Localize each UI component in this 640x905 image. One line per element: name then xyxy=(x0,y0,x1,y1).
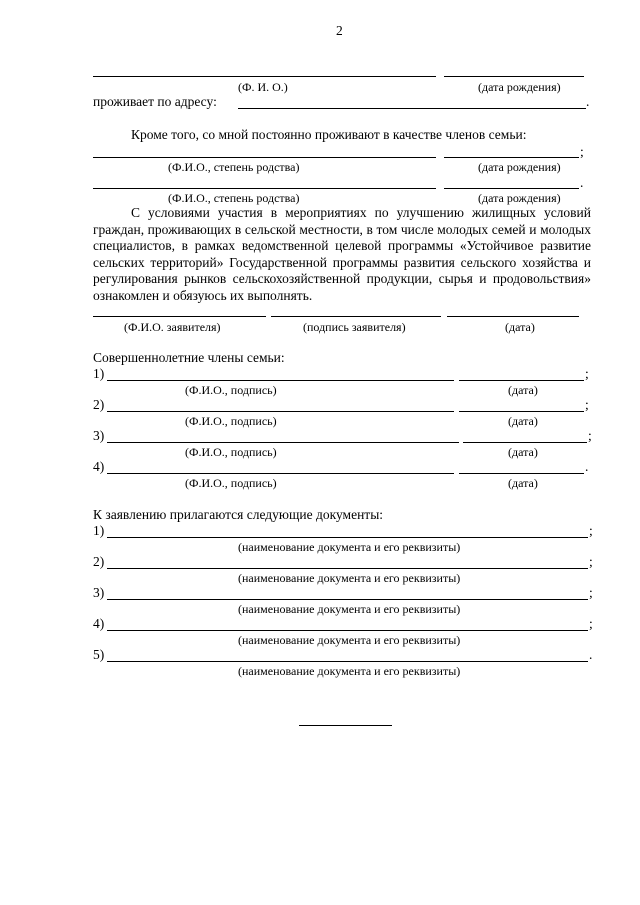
applicant-date-line xyxy=(447,316,579,317)
family-birth-caption-2: (дата рождения) xyxy=(478,191,561,205)
applicant-fio-caption: (Ф.И.О. заявителя) xyxy=(124,320,221,334)
adult-date-line-2 xyxy=(459,411,584,412)
documents-title: К заявлению прилагаются следующие документы: xyxy=(93,507,384,522)
document-caption-5: (наименование документа и его реквизиты) xyxy=(238,664,461,678)
family-fio-line-2 xyxy=(93,188,436,189)
adult-end-2: ; xyxy=(585,397,589,412)
adult-fio-line-3 xyxy=(107,442,459,443)
adult-fio-line-2 xyxy=(107,411,454,412)
family-fio-caption-1: (Ф.И.О., степень родства) xyxy=(168,160,300,174)
family-fio-line-1 xyxy=(93,157,436,158)
document-end-3: ; xyxy=(589,585,593,600)
document-line-2 xyxy=(107,568,588,569)
address-line xyxy=(238,108,586,109)
adult-num-1: 1) xyxy=(93,366,105,381)
document-line-3 xyxy=(107,599,588,600)
document-caption-2: (наименование документа и его реквизиты) xyxy=(238,571,461,585)
document-line-1 xyxy=(107,537,588,538)
adults-title: Совершеннолетние члены семьи: xyxy=(93,350,285,365)
document-line-4 xyxy=(107,630,588,631)
applicant-sign-line xyxy=(271,316,441,317)
fio-caption: (Ф. И. О.) xyxy=(238,80,288,94)
family-birth-caption-1: (дата рождения) xyxy=(478,160,561,174)
adult-date-line-4 xyxy=(459,473,584,474)
adult-caption-3: (Ф.И.О., подпись) xyxy=(185,445,277,459)
adult-num-3: 3) xyxy=(93,428,105,443)
applicant-fio-line xyxy=(93,316,266,317)
family-birth-line-1 xyxy=(444,157,579,158)
document-num-1: 1) xyxy=(93,523,105,538)
document-num-2: 2) xyxy=(93,554,105,569)
fio-line xyxy=(93,76,436,77)
document-caption-1: (наименование документа и его реквизиты) xyxy=(238,540,461,554)
document-end-1: ; xyxy=(589,523,593,538)
adult-date-caption-2: (дата) xyxy=(508,414,538,428)
adult-date-caption-1: (дата) xyxy=(508,383,538,397)
document-num-5: 5) xyxy=(93,647,105,662)
applicant-sign-caption: (подпись заявителя) xyxy=(303,320,406,334)
adult-date-line-1 xyxy=(459,380,584,381)
family-fio-caption-2: (Ф.И.О., степень родства) xyxy=(168,191,300,205)
adult-date-line-3 xyxy=(463,442,587,443)
applicant-date-caption: (дата) xyxy=(505,320,535,334)
adult-fio-line-1 xyxy=(107,380,454,381)
document-end-4: ; xyxy=(589,616,593,631)
adult-caption-2: (Ф.И.О., подпись) xyxy=(185,414,277,428)
birth-date-caption: (дата рождения) xyxy=(478,80,561,94)
document-end-5: . xyxy=(589,647,593,662)
family-intro: Кроме того, со мной постоянно проживают в качестве членов семьи: xyxy=(131,127,527,142)
address-end: . xyxy=(586,94,590,109)
closing-separator xyxy=(299,725,392,726)
adult-date-caption-3: (дата) xyxy=(508,445,538,459)
adult-fio-line-4 xyxy=(107,473,454,474)
adult-end-4: . xyxy=(585,459,589,474)
adult-num-2: 2) xyxy=(93,397,105,412)
page-number: 2 xyxy=(336,23,343,38)
adult-caption-1: (Ф.И.О., подпись) xyxy=(185,383,277,397)
adult-end-1: ; xyxy=(585,366,589,381)
family-birth-line-2 xyxy=(444,188,579,189)
adult-date-caption-4: (дата) xyxy=(508,476,538,490)
family-end-2: . xyxy=(580,175,584,190)
document-caption-3: (наименование документа и его реквизиты) xyxy=(238,602,461,616)
document-num-3: 3) xyxy=(93,585,105,600)
adult-num-4: 4) xyxy=(93,459,105,474)
agreement-paragraph: С условиями участия в мероприятиях по улучшению жилищных условий граждан, проживающих в сельской местности, в том числе молодых семей и молодых специалистов, в рамках ведомственной целевой программы «Устойчивое развитие сельских территорий» Государственной программы развития сельского хозяйства и регулирования рынков сельскохозяйственной продукции, сырья и продовольствия» ознакомлен и обязуюсь их выполнять. xyxy=(93,205,591,303)
document-line-5 xyxy=(107,661,588,662)
address-label: проживает по адресу: xyxy=(93,94,217,109)
document-num-4: 4) xyxy=(93,616,105,631)
document-end-2: ; xyxy=(589,554,593,569)
adult-end-3: ; xyxy=(588,428,592,443)
adult-caption-4: (Ф.И.О., подпись) xyxy=(185,476,277,490)
document-caption-4: (наименование документа и его реквизиты) xyxy=(238,633,461,647)
family-end-1: ; xyxy=(580,144,584,159)
birth-date-line xyxy=(444,76,584,77)
